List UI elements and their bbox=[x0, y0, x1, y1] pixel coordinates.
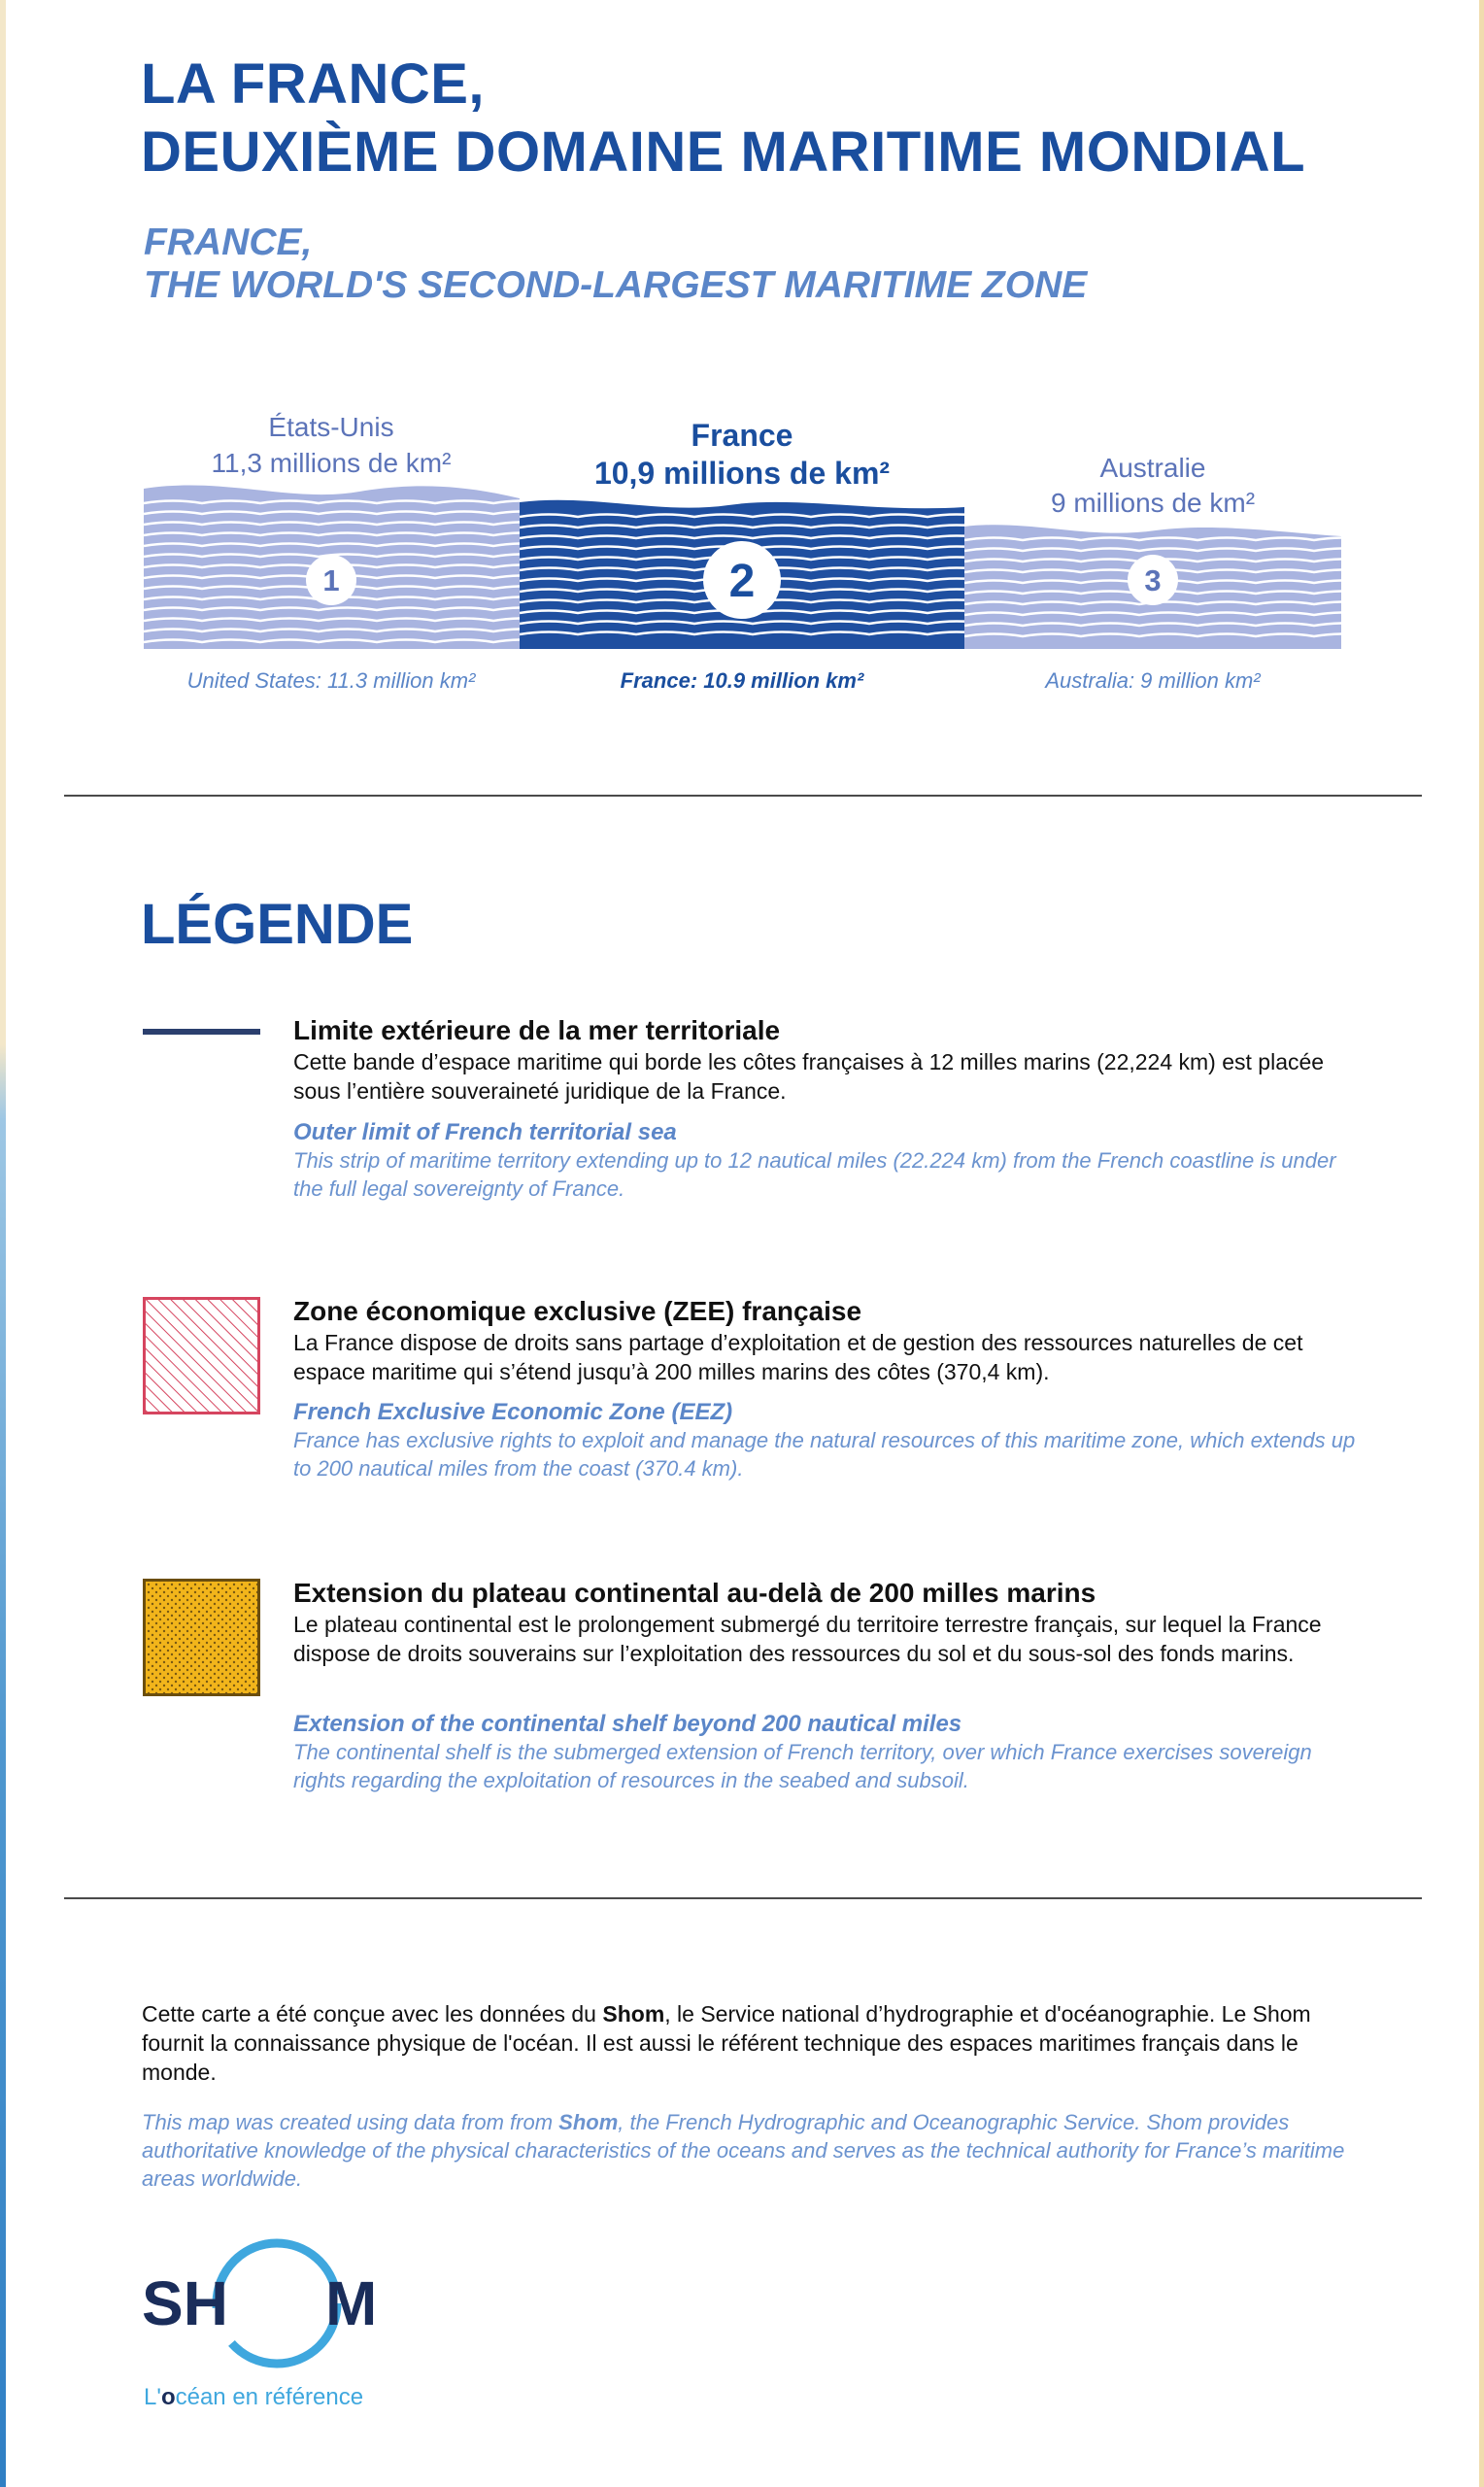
country-area-australia: 9 millions de km² bbox=[1050, 488, 1256, 518]
territorial-sea-line-symbol bbox=[143, 1029, 260, 1035]
maritime-ranking-graphic bbox=[0, 0, 1484, 738]
legend-item-title: Zone économique exclusive (ZEE) française bbox=[293, 1296, 862, 1326]
logo-tagline bbox=[144, 2384, 363, 2411]
tagline-part: L' bbox=[144, 2384, 161, 2410]
shom-brand-name: Shom bbox=[558, 2110, 619, 2134]
legend-item-title-en: Extension of the continental shelf beyond 200 nautical miles bbox=[293, 1711, 962, 1737]
rank-number-3: 3 bbox=[1144, 563, 1162, 597]
country-area-france: 10,9 millions de km² bbox=[593, 456, 891, 491]
subtitle-line-1: FRANCE, bbox=[144, 221, 313, 263]
country-name-australia: Australie bbox=[1099, 453, 1206, 483]
country-name-france: France bbox=[691, 418, 793, 453]
section-divider bbox=[64, 795, 1422, 797]
logo-ring bbox=[217, 2243, 337, 2364]
subtitle-line-2: THE WORLD'S SECOND-LARGEST MARITIME ZONE bbox=[144, 264, 1088, 306]
shom-brand-name: Shom bbox=[602, 2001, 665, 2027]
country-name-united-states: États-Unis bbox=[268, 412, 394, 442]
caption-en-france: France: 10.9 million km² bbox=[620, 668, 864, 693]
legend-item-description: Cette bande d’espace maritime qui borde les côtes françaises à 12 milles marins (22,224 km) est placée sous l’entière souveraineté juridique de la France. bbox=[293, 1049, 1325, 1104]
tagline-highlight: o bbox=[160, 2384, 176, 2410]
credits-text-part: This map was created using data from from bbox=[142, 2110, 559, 2134]
legend-item-title: Limite extérieure de la mer territoriale bbox=[293, 1015, 781, 1045]
section-divider bbox=[64, 1897, 1422, 1899]
logo-letter-m: M bbox=[325, 2268, 378, 2338]
tagline-part: céan en référence bbox=[175, 2384, 364, 2410]
credits-text-part: Cette carte a été conçue avec les données du bbox=[142, 2001, 603, 2027]
legend-item-description: Le plateau continental est le prolongement submergé du territoire terrestre français, sur lequel la France dispose de droits souverains sur l’exploitation des ressources du sol et du sous-sol des fonds marins. bbox=[293, 1612, 1322, 1666]
title-line-2: DEUXIÈME DOMAINE MARITIME MONDIAL bbox=[141, 120, 1306, 184]
legend-item-title: Extension du plateau continental au-delà de 200 milles marins bbox=[293, 1578, 1096, 1608]
wave-block-united-states bbox=[144, 466, 552, 651]
credits-text bbox=[142, 1999, 1366, 2087]
legend-item-description-en: France has exclusive rights to exploit and manage the natural resources of this maritime zone, which extends up to 200 nautical miles from the coast (370.4 km). bbox=[293, 1428, 1356, 1481]
legend-item-description-en: The continental shelf is the submerged extension of French territory, over which France exercises sovereign rights regarding the exploitation of resources in the seabed and subsoil. bbox=[293, 1740, 1312, 1792]
legend-item-description: La France dispose de droits sans partage d’exploitation et de gestion des ressources naturelles de cet espace maritime qui s’étend jusqu’à 200 milles marins des côtes (370,4 km). bbox=[293, 1330, 1303, 1384]
legend-item-title-en: French Exclusive Economic Zone (EEZ) bbox=[293, 1399, 733, 1425]
continental-shelf-dots-symbol bbox=[143, 1579, 260, 1696]
caption-en-australia: Australia: 9 million km² bbox=[1045, 668, 1261, 693]
title-line-1: LA FRANCE, bbox=[141, 52, 486, 116]
eez-hatch-symbol bbox=[143, 1297, 260, 1414]
legend-item-description-en: This strip of maritime territory extending up to 12 nautical miles (22.224 km) from the French coastline is under the full legal sovereignty of France. bbox=[293, 1148, 1336, 1201]
country-area-united-states: 11,3 millions de km² bbox=[211, 448, 452, 478]
legend-item-title-en: Outer limit of French territorial sea bbox=[293, 1119, 677, 1145]
credits-text-part: , the French Hydrographic and Oceanographic Service. Shom provides authoritative knowledge of the physical characteristics of the oceans and serves as the technical authority for France’s maritime areas worldwide. bbox=[142, 2110, 1345, 2191]
legend-title: LÉGENDE bbox=[141, 893, 414, 956]
rank-number-2: 2 bbox=[728, 556, 756, 607]
credits-text-part: , le Service national d’hydrographie et d'océanographie. Le Shom fournit la connaissance physique de l'océan. Il est aussi le référent technique des espaces maritimes français dans le monde. bbox=[142, 2001, 1311, 2085]
caption-en-united-states: United States: 11.3 million km² bbox=[186, 668, 476, 693]
rank-number-1: 1 bbox=[322, 563, 340, 597]
logo-letters-sh: SH bbox=[142, 2268, 228, 2338]
credits-text-en bbox=[142, 2108, 1366, 2193]
